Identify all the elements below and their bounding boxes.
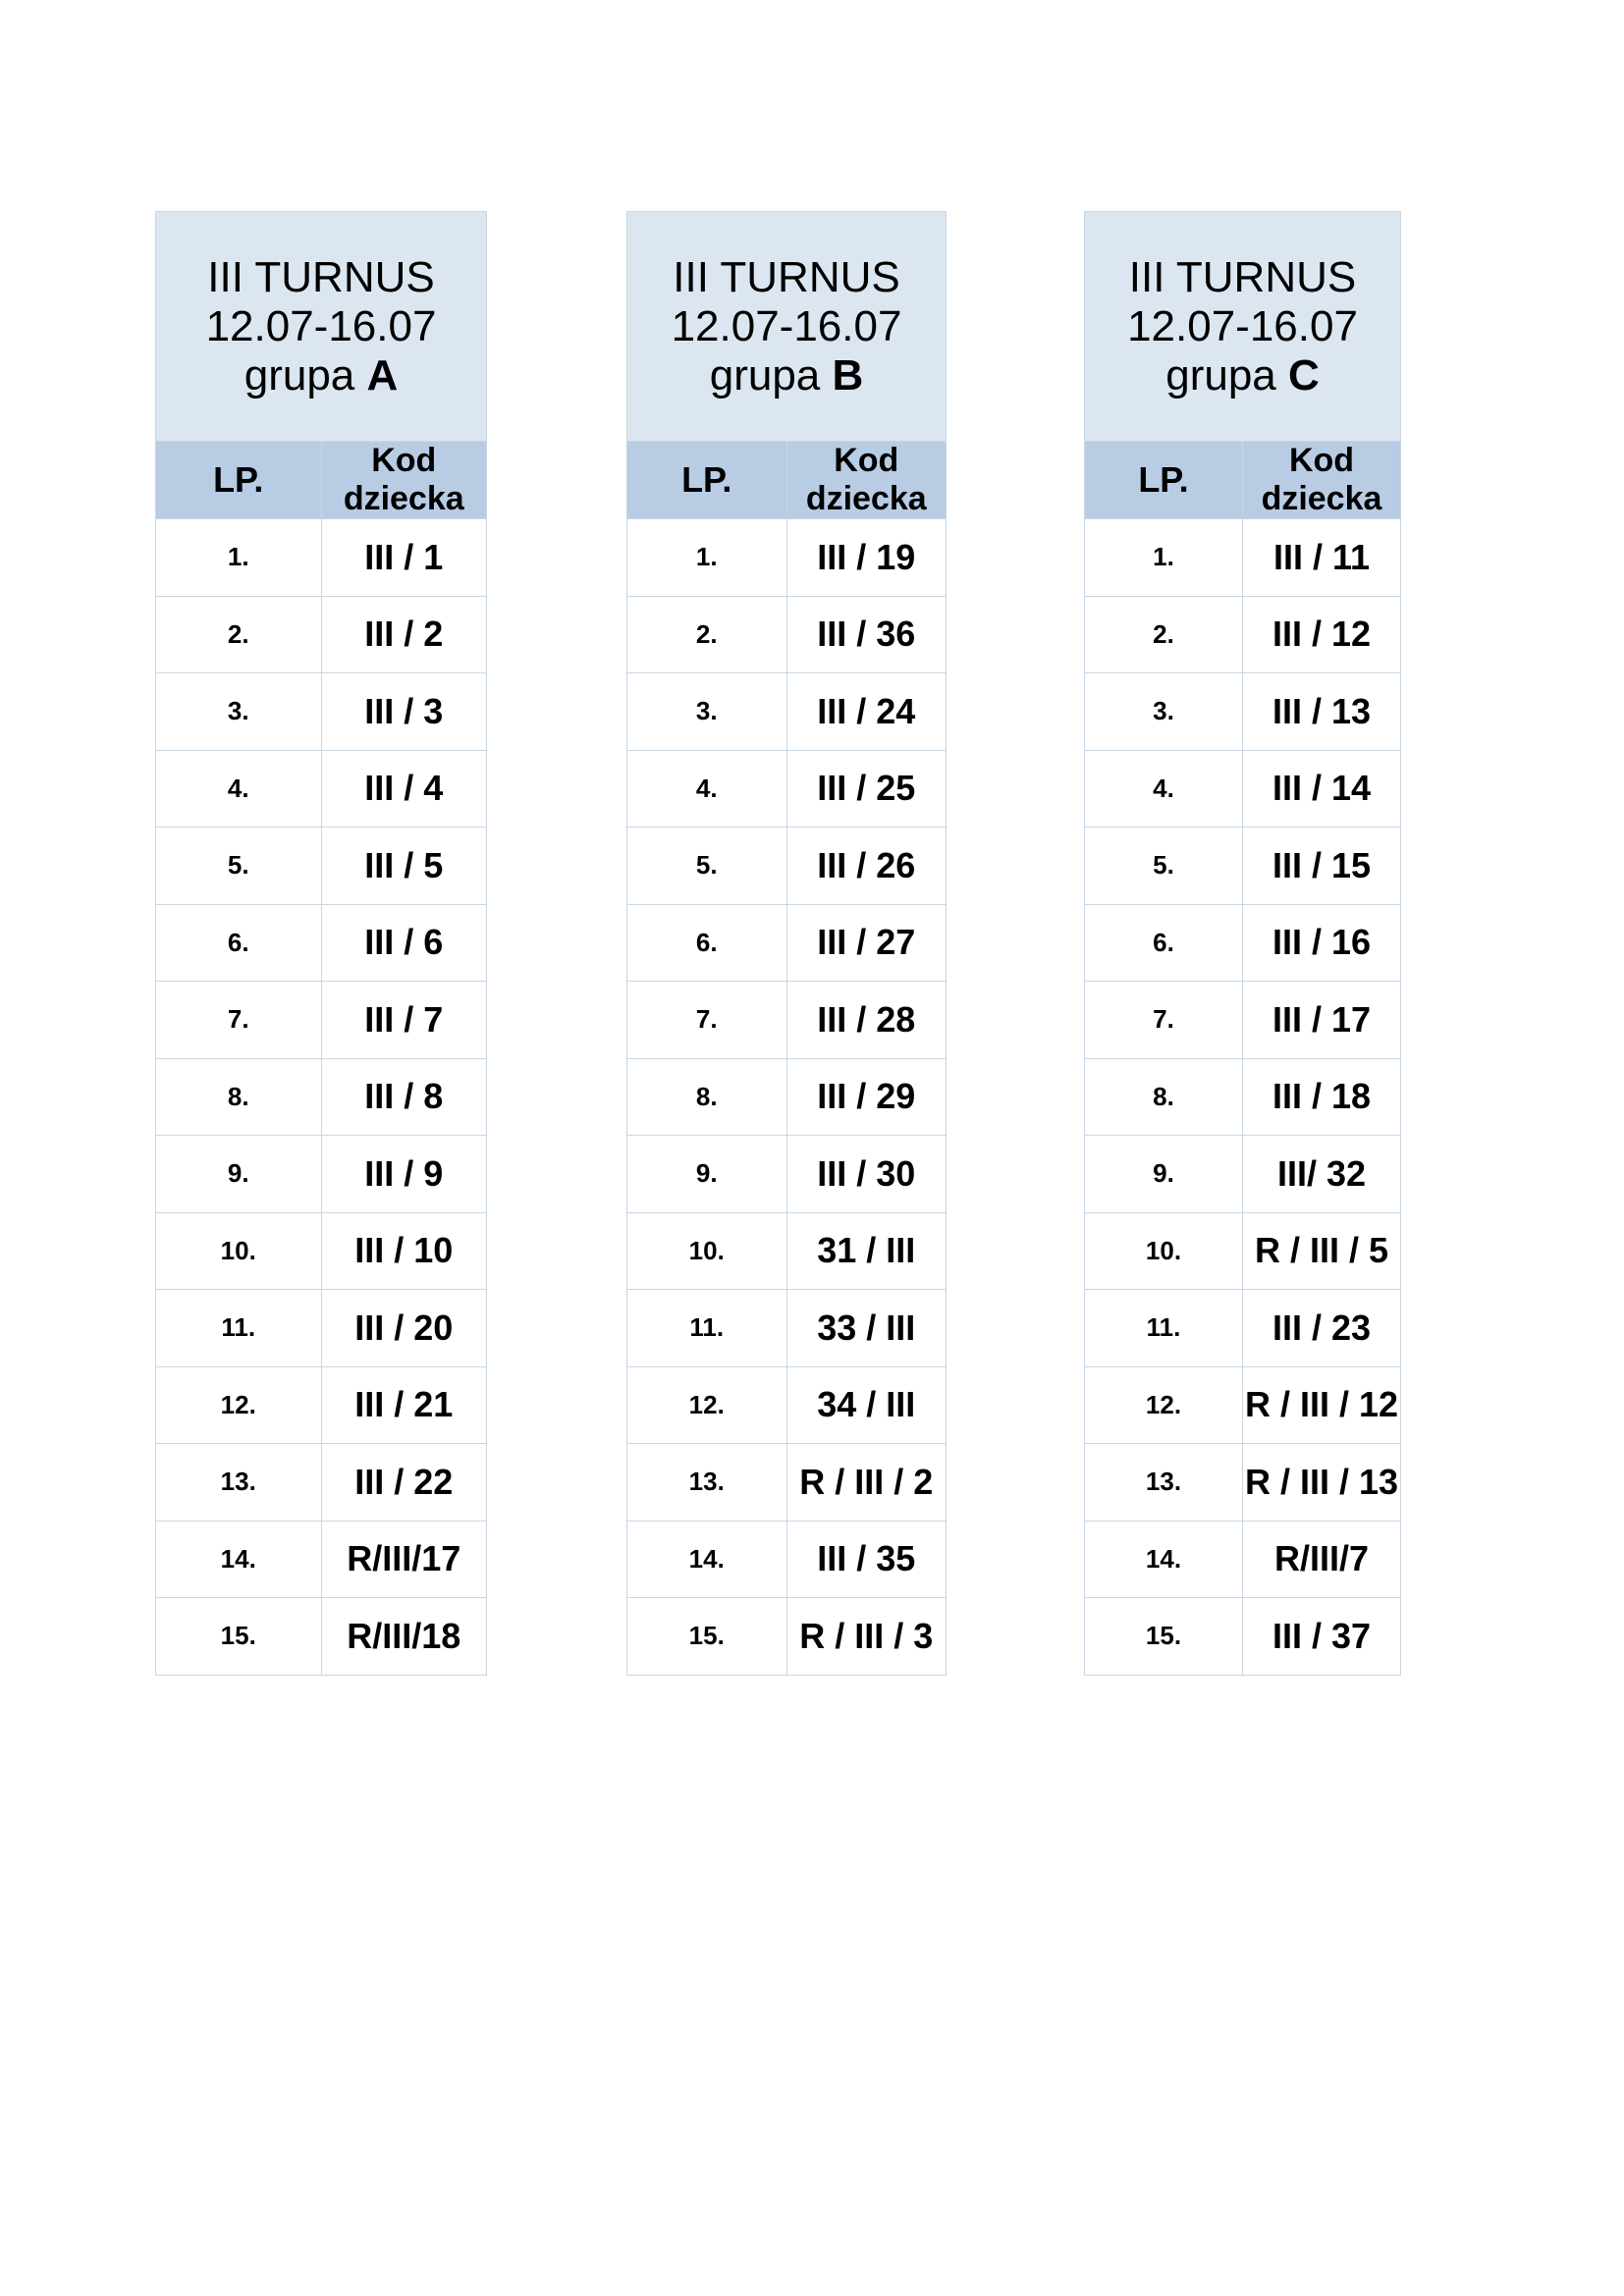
row-number: 11. (627, 1290, 787, 1367)
table-row (627, 1366, 947, 1444)
row-number: 15. (1085, 1598, 1243, 1676)
row-number: 11. (1085, 1290, 1243, 1367)
group-a-table (155, 211, 487, 1676)
row-number: 2. (1085, 596, 1243, 673)
date-range: 12.07-16.07 (205, 301, 437, 350)
table-row (156, 1136, 487, 1213)
table-row (1085, 519, 1401, 597)
row-number: 14. (156, 1521, 322, 1598)
child-code: III / 9 (321, 1136, 487, 1213)
column-header-kod: Kod dziecka (321, 442, 487, 519)
child-code: III / 8 (321, 1058, 487, 1136)
table-row (627, 673, 947, 751)
row-number: 15. (627, 1598, 787, 1676)
table-row (1085, 1212, 1401, 1290)
child-code: III / 4 (321, 750, 487, 828)
child-code: III/ 32 (1243, 1136, 1401, 1213)
child-code: III / 1 (321, 519, 487, 597)
child-code: R/III/7 (1243, 1521, 1401, 1598)
row-number: 13. (156, 1444, 322, 1522)
table-row (156, 596, 487, 673)
table-row (627, 596, 947, 673)
table-row (1085, 750, 1401, 828)
table-row (1085, 828, 1401, 905)
child-code: III / 11 (1243, 519, 1401, 597)
table-row (627, 904, 947, 982)
table-row (627, 519, 947, 597)
child-code: III / 16 (1243, 904, 1401, 982)
child-code: R/III/18 (321, 1598, 487, 1676)
child-code: III / 26 (786, 828, 947, 905)
group-b-title (627, 212, 947, 442)
child-code: III / 17 (1243, 982, 1401, 1059)
table-row (627, 982, 947, 1059)
table-row (1085, 1521, 1401, 1598)
row-number: 6. (627, 904, 787, 982)
group-letter: B (832, 350, 864, 400)
row-number: 12. (627, 1366, 787, 1444)
row-number: 11. (156, 1290, 322, 1367)
table-row (156, 1366, 487, 1444)
row-number: 12. (156, 1366, 322, 1444)
row-number: 9. (627, 1136, 787, 1213)
group-c-title (1085, 212, 1401, 442)
child-code: R/III/17 (321, 1521, 487, 1598)
group-label: grupa C (1165, 350, 1320, 400)
row-number: 13. (1085, 1444, 1243, 1522)
row-number: 2. (156, 596, 322, 673)
table-row (156, 1290, 487, 1367)
table-row (1085, 904, 1401, 982)
table-row (1085, 1058, 1401, 1136)
row-number: 14. (627, 1521, 787, 1598)
row-number: 3. (1085, 673, 1243, 751)
table-row (156, 519, 487, 597)
turnus-label: III TURNUS (673, 252, 900, 301)
row-number: 7. (627, 982, 787, 1059)
child-code: 33 / III (786, 1290, 947, 1367)
row-number: 6. (156, 904, 322, 982)
group-label: grupa A (244, 350, 399, 400)
child-code: III / 37 (1243, 1598, 1401, 1676)
row-number: 4. (1085, 750, 1243, 828)
group-a-title (156, 212, 487, 442)
table-row (156, 1058, 487, 1136)
group-b-table (626, 211, 947, 1676)
child-code: III / 22 (321, 1444, 487, 1522)
table-row (156, 673, 487, 751)
child-code: 31 / III (786, 1212, 947, 1290)
row-number: 12. (1085, 1366, 1243, 1444)
table-row (627, 1212, 947, 1290)
child-code: R / III / 2 (786, 1444, 947, 1522)
table-row (1085, 673, 1401, 751)
column-header-kod: Kod dziecka (786, 442, 947, 519)
row-number: 6. (1085, 904, 1243, 982)
child-code: 34 / III (786, 1366, 947, 1444)
row-number: 7. (1085, 982, 1243, 1059)
group-letter: C (1287, 350, 1320, 400)
table-row (156, 1212, 487, 1290)
table-row (627, 750, 947, 828)
child-code: III / 12 (1243, 596, 1401, 673)
table-row (1085, 982, 1401, 1059)
child-code: III / 21 (321, 1366, 487, 1444)
row-number: 1. (1085, 519, 1243, 597)
table-row (1085, 1444, 1401, 1522)
table-row (1085, 1290, 1401, 1367)
table-row (627, 1136, 947, 1213)
group-c-table (1084, 211, 1401, 1676)
child-code: R / III / 13 (1243, 1444, 1401, 1522)
table-row (156, 982, 487, 1059)
child-code: III / 36 (786, 596, 947, 673)
child-code: III / 28 (786, 982, 947, 1059)
table-row (156, 1521, 487, 1598)
table-row (156, 828, 487, 905)
row-number: 5. (156, 828, 322, 905)
table-row (1085, 1366, 1401, 1444)
row-number: 3. (156, 673, 322, 751)
child-code: III / 13 (1243, 673, 1401, 751)
column-header-lp: LP. (1085, 442, 1243, 519)
date-range: 12.07-16.07 (671, 301, 902, 350)
row-number: 5. (1085, 828, 1243, 905)
table-row (627, 1290, 947, 1367)
turnus-label: III TURNUS (1128, 252, 1357, 301)
child-code: III / 27 (786, 904, 947, 982)
child-code: III / 19 (786, 519, 947, 597)
row-number: 10. (627, 1212, 787, 1290)
child-code: III / 23 (1243, 1290, 1401, 1367)
child-code: III / 20 (321, 1290, 487, 1367)
column-header-lp: LP. (627, 442, 787, 519)
child-code: III / 35 (786, 1521, 947, 1598)
row-number: 9. (1085, 1136, 1243, 1213)
row-number: 8. (627, 1058, 787, 1136)
child-code: III / 14 (1243, 750, 1401, 828)
table-row (627, 1598, 947, 1676)
child-code: III / 15 (1243, 828, 1401, 905)
child-code: R / III / 12 (1243, 1366, 1401, 1444)
table-row (156, 1598, 487, 1676)
table-row (1085, 596, 1401, 673)
child-code: R / III / 5 (1243, 1212, 1401, 1290)
table-row (156, 904, 487, 982)
row-number: 8. (156, 1058, 322, 1136)
row-number: 14. (1085, 1521, 1243, 1598)
child-code: III / 30 (786, 1136, 947, 1213)
row-number: 5. (627, 828, 787, 905)
column-header-lp: LP. (156, 442, 322, 519)
table-row (1085, 1136, 1401, 1213)
table-row (156, 750, 487, 828)
child-code: III / 24 (786, 673, 947, 751)
table-row (156, 1444, 487, 1522)
row-number: 4. (627, 750, 787, 828)
child-code: III / 3 (321, 673, 487, 751)
row-number: 2. (627, 596, 787, 673)
row-number: 13. (627, 1444, 787, 1522)
date-range: 12.07-16.07 (1127, 301, 1358, 350)
row-number: 4. (156, 750, 322, 828)
child-code: III / 5 (321, 828, 487, 905)
row-number: 15. (156, 1598, 322, 1676)
child-code: III / 7 (321, 982, 487, 1059)
child-code: R / III / 3 (786, 1598, 947, 1676)
child-code: III / 10 (321, 1212, 487, 1290)
column-header-kod: Kod dziecka (1243, 442, 1401, 519)
child-code: III / 18 (1243, 1058, 1401, 1136)
row-number: 7. (156, 982, 322, 1059)
child-code: III / 2 (321, 596, 487, 673)
child-code: III / 6 (321, 904, 487, 982)
table-row (627, 828, 947, 905)
table-row (627, 1444, 947, 1522)
group-letter: A (366, 350, 399, 400)
row-number: 10. (1085, 1212, 1243, 1290)
row-number: 1. (627, 519, 787, 597)
child-code: III / 29 (786, 1058, 947, 1136)
table-row (627, 1058, 947, 1136)
child-code: III / 25 (786, 750, 947, 828)
row-number: 8. (1085, 1058, 1243, 1136)
table-row (1085, 1598, 1401, 1676)
turnus-label: III TURNUS (207, 252, 435, 301)
row-number: 1. (156, 519, 322, 597)
row-number: 10. (156, 1212, 322, 1290)
table-row (627, 1521, 947, 1598)
group-label: grupa B (709, 350, 864, 400)
row-number: 3. (627, 673, 787, 751)
row-number: 9. (156, 1136, 322, 1213)
